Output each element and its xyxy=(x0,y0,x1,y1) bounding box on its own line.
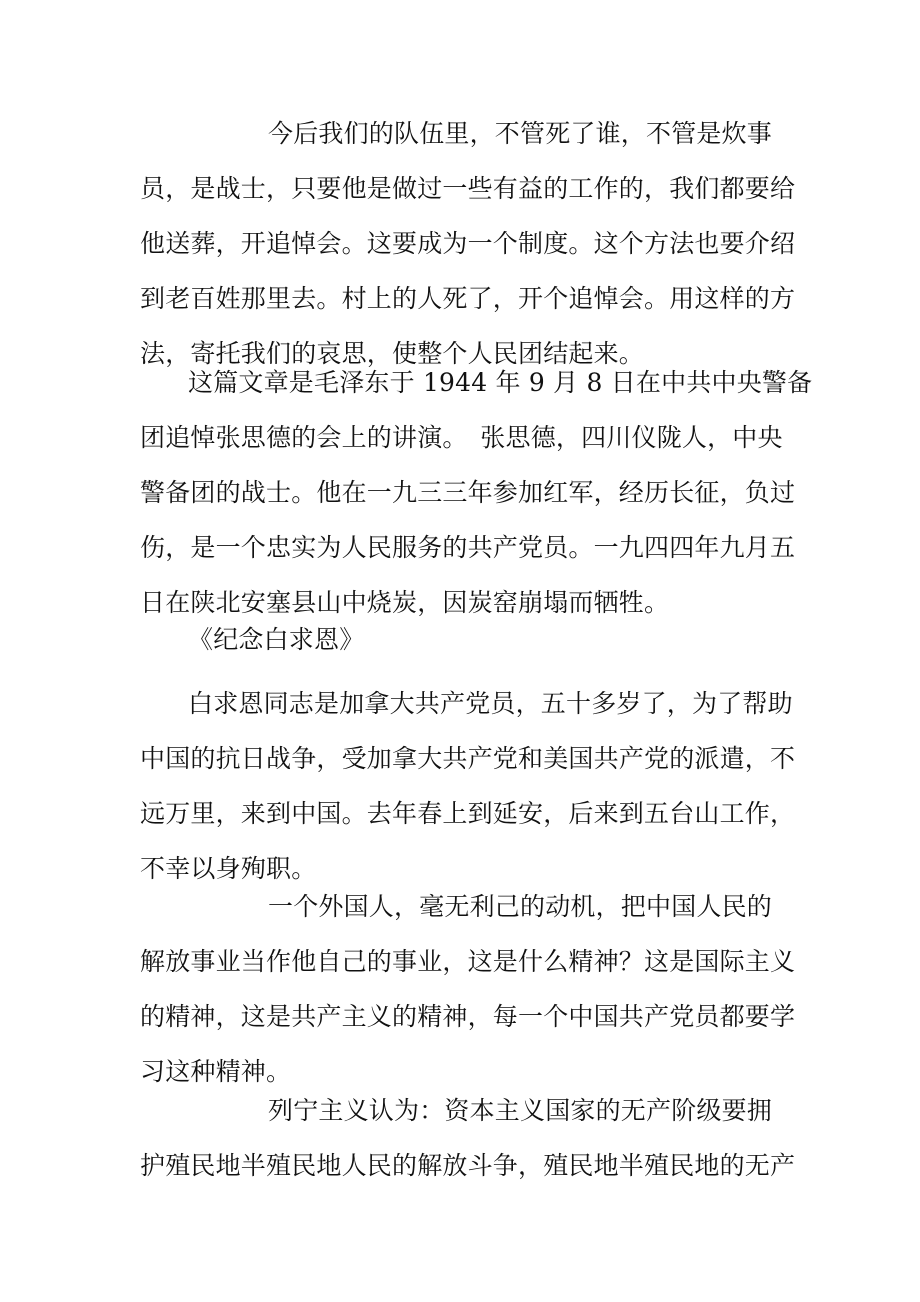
text-line: 团追悼张思德的会上的讲演。 张思德，四川仪陇人，中央 xyxy=(140,423,783,452)
text-line: 今后我们的队伍里，不管死了谁，不管是炊事 xyxy=(268,119,773,148)
text-line: 他送葬，开追悼会。这要成为一个制度。这个方法也要介绍 xyxy=(140,229,796,258)
text-line: 到老百姓那里去。村上的人死了，开个追悼会。用这样的方 xyxy=(140,284,796,313)
text-line: 中国的抗日战争，受加拿大共产党和美国共产党的派遣，不 xyxy=(140,744,796,773)
paragraph-leninism xyxy=(140,1097,800,1207)
paragraph-bethune-intro xyxy=(140,690,800,910)
text-line: 法，寄托我们的哀思，使整个人民团结起来。 xyxy=(140,339,645,368)
text-line: 护殖民地半殖民地人民的解放斗争，殖民地半殖民地的无产 xyxy=(140,1151,796,1180)
text-line: 警备团的战士。他在一九三三年参加红军，经历长征，负过 xyxy=(140,478,796,507)
paragraph-internationalism xyxy=(140,893,800,1113)
text-line: 不幸以身殉职。 xyxy=(140,854,317,883)
text-line: 解放事业当作他自己的事业，这是什么精神？这是国际主义 xyxy=(140,947,796,976)
paragraph-article-note xyxy=(140,368,813,644)
text-line: 习这种精神。 xyxy=(140,1057,292,1086)
text-line: 伤，是一个忠实为人民服务的共产党员。一九四四年九月五 xyxy=(140,533,796,562)
text-line: 的精神，这是共产主义的精神，每一个中国共产党员都要学 xyxy=(140,1002,796,1031)
text-line: 这篇文章是毛泽东于 1944 年 9 月 8 日在中共中央警备 xyxy=(188,368,813,397)
text-line: 白求恩同志是加拿大共产党员，五十多岁了，为了帮助 xyxy=(188,689,793,718)
text-line: 一个外国人，毫无利己的动机，把中国人民的 xyxy=(268,892,773,921)
text-line: 员，是战士，只要他是做过一些有益的工作的，我们都要给 xyxy=(140,174,796,203)
text-line: 列宁主义认为：资本主义国家的无产阶级要拥 xyxy=(268,1096,773,1125)
section-title-text: 《纪念白求恩》 xyxy=(188,625,365,654)
text-line: 远万里，来到中国。去年春上到延安，后来到五台山工作， xyxy=(140,799,796,828)
section-title xyxy=(140,626,800,681)
paragraph-memorial-system xyxy=(140,120,800,395)
text-line: 日在陕北安塞县山中烧炭，因炭窑崩塌而牺牲。 xyxy=(140,588,670,617)
